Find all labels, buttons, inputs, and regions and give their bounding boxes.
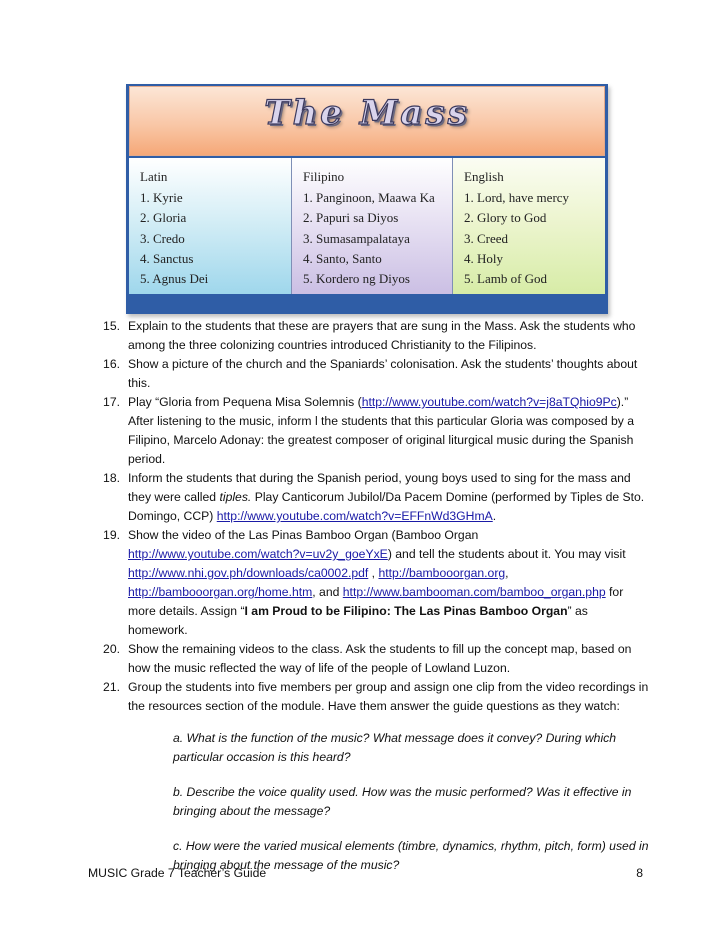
- item-text: Explain to the students that these are prayers that are sung in the Mass. Ask the students who among the three colonizing countries introduced Christianity to the Filipinos.: [128, 319, 636, 352]
- tiples-term: tiples.: [219, 490, 252, 504]
- item-number: 19.: [103, 528, 120, 542]
- prayer-item: 3. Credo: [140, 230, 185, 246]
- list-item: [80, 393, 650, 469]
- prayer-item: 5. Agnus Dei: [140, 271, 209, 287]
- prayer-item: 4. Holy: [464, 250, 503, 266]
- prayer-item: 2. Papuri sa Diyos: [303, 210, 399, 226]
- item-text-post: .: [492, 509, 497, 523]
- list-item: [80, 526, 650, 640]
- item-text-pre: Show the video of the Las Pinas Bamboo Organ (Bamboo Organ: [128, 528, 479, 542]
- item-text-mid: for more details. Assign “: [128, 585, 624, 618]
- prayer-item: 1. Lord, have mercy: [464, 190, 570, 206]
- column-heading: Latin: [140, 169, 168, 184]
- mass-table: [126, 84, 608, 314]
- prayer-item: 3. Creed: [464, 230, 509, 246]
- item-number: 15.: [103, 319, 120, 333]
- list-item: [80, 678, 650, 716]
- bambooorgan-home-link[interactable]: http://bambooorgan.org/home.htm: [128, 585, 313, 599]
- guide-question: b. Describe the voice quality used. How was the music performed? Was it effective in bringing about the message?: [173, 785, 632, 818]
- list-item: [80, 355, 650, 393]
- prayer-item: 4. Sanctus: [140, 250, 194, 266]
- mass-title-bar: [129, 86, 605, 156]
- item-text-post: ).” After listening to the music, inform l the students that this particular Gloria was composed by a Filipino, Marcelo Adonay: the greatest composer of original liturgical music during the Spanish period.: [128, 395, 635, 466]
- english-column: [453, 158, 605, 294]
- prayer-item: 3. Sumasampalataya: [303, 230, 410, 246]
- item-text: Group the students into five members per group and assign one clip from the video recordings in the resources section of the module. Have them answer the guide questions as they watch:: [128, 680, 649, 713]
- item-text-mid: ) and tell the students about it. You may visit: [387, 547, 626, 561]
- item-number: 16.: [103, 357, 120, 371]
- instruction-list: [80, 317, 650, 891]
- tiples-video-link[interactable]: http://www.youtube.com/watch?v=EFFnWd3GHmA: [216, 509, 493, 523]
- list-item: [80, 317, 650, 355]
- bamboo-organ-video-link[interactable]: http://www.youtube.com/watch?v=uv2y_goeYxE: [128, 547, 388, 561]
- item-number: 18.: [103, 471, 120, 485]
- guide-question: c. How were the varied musical elements (timbre, dynamics, rhythm, pitch, form) used in bringing about the message of the music?: [173, 839, 649, 872]
- column-heading: English: [464, 169, 504, 184]
- list-item: [80, 640, 650, 678]
- guide-question: a. What is the function of the music? What message does it convey? During which particular occasion is this heard?: [173, 731, 617, 764]
- item-text: Show a picture of the church and the Spaniards’ colonisation. Ask the students’ thoughts about this.: [128, 357, 638, 390]
- list-item: [80, 469, 650, 526]
- item-text-pre: Play “Gloria from Pequena Misa Solemnis (: [128, 395, 362, 409]
- item-text-mid: ,: [368, 566, 379, 580]
- prayer-item: 5. Lamb of God: [464, 271, 548, 287]
- item-text-mid: , and: [312, 585, 343, 599]
- prayer-item: 1. Kyrie: [140, 190, 183, 206]
- prayer-item: 5. Kordero ng Diyos: [303, 271, 410, 287]
- bambooorgan-link[interactable]: http://bambooorgan.org: [378, 566, 506, 580]
- homework-title: I am Proud to be Filipino: The Las Pinas Bamboo Organ: [244, 604, 568, 618]
- item-text-mid: ,: [505, 566, 509, 580]
- mass-title: The Mass: [264, 93, 470, 133]
- filipino-column: [291, 158, 453, 294]
- column-heading: Filipino: [303, 169, 345, 184]
- item-number: 17.: [103, 395, 120, 409]
- page-footer: [88, 866, 643, 880]
- item-text-post: ” as homework.: [128, 604, 588, 637]
- page-number: 8: [636, 866, 643, 880]
- footer-title: MUSIC Grade 7 Teacher’s Guide: [88, 866, 267, 880]
- gloria-video-link[interactable]: http://www.youtube.com/watch?v=j8aTQhio9Pc: [361, 395, 617, 409]
- nhi-pdf-link[interactable]: http://www.nhi.gov.ph/downloads/ca0002.pdf: [128, 566, 369, 580]
- prayer-item: 1. Panginoon, Maawa Ka: [303, 190, 435, 206]
- prayer-item: 4. Santo, Santo: [303, 250, 382, 266]
- latin-column: [129, 158, 291, 294]
- item-text: Show the remaining videos to the class. Ask the students to fill up the concept map, based on how the music reflected the way of life of the people of Lowland Luzon.: [128, 642, 632, 675]
- item-number: 21.: [103, 680, 120, 694]
- item-text-pre: Inform the students that during the Spanish period, young boys used to sing for the mass and they were called: [128, 471, 631, 504]
- prayer-item: 2. Glory to God: [464, 210, 547, 226]
- item-text-mid: Play Canticorum Jubilol/Da Pacem Domine (performed by Tiples de Sto. Domingo, CCP): [128, 490, 645, 523]
- prayer-item: 2. Gloria: [140, 210, 187, 226]
- item-number: 20.: [103, 642, 120, 656]
- guide-questions: [80, 729, 650, 875]
- bambooman-link[interactable]: http://www.bambooman.com/bamboo_organ.php: [342, 585, 606, 599]
